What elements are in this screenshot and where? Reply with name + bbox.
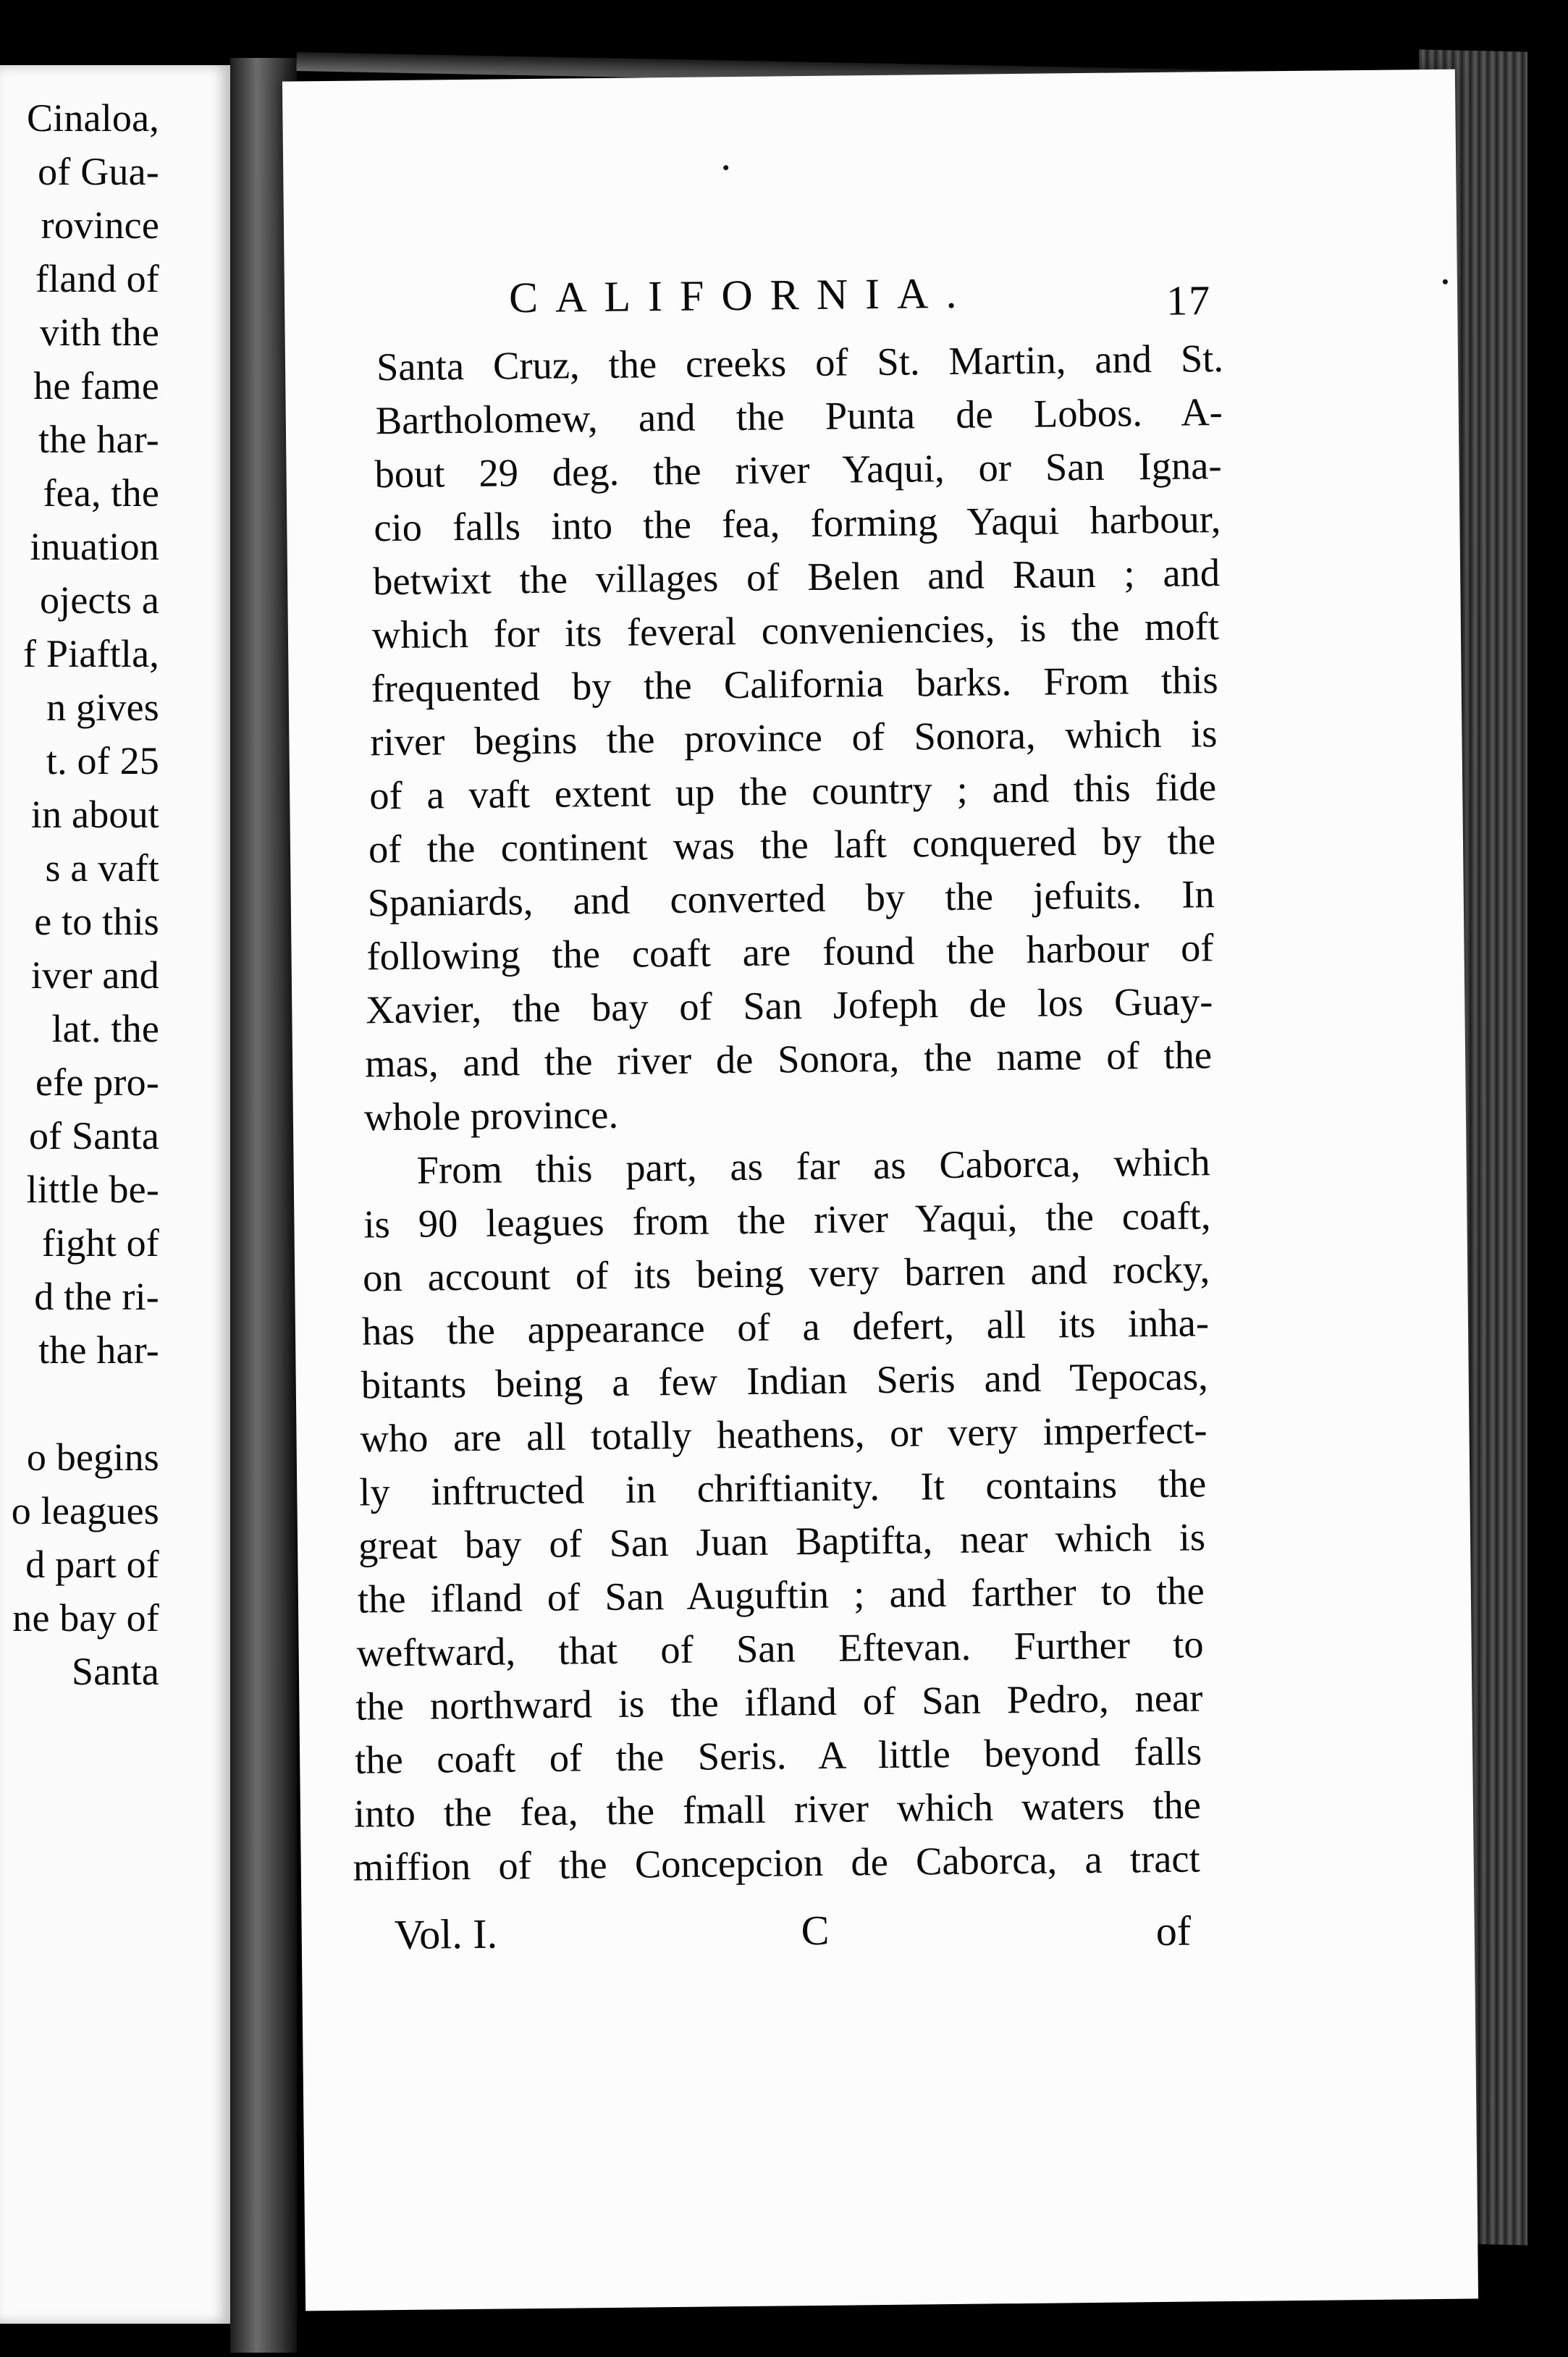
text-line: Xavier, the bay of San Jofeph de los Guay- bbox=[366, 979, 1213, 1032]
left-page-line: s a vaft bbox=[45, 846, 159, 890]
text-line: bitants being a few Indian Seris and Tepocas, bbox=[361, 1354, 1209, 1407]
left-page-line: fland of bbox=[35, 257, 159, 300]
left-page-line: ojects a bbox=[39, 578, 159, 622]
text-line: which for its feveral conveniencies, is the moft bbox=[371, 604, 1220, 657]
left-page-line: d the ri- bbox=[34, 1275, 159, 1318]
text-line: the ifland of San Auguftin ; and farther to the bbox=[357, 1568, 1205, 1622]
left-page-line: little be- bbox=[26, 1168, 159, 1211]
volume-signature: Vol. I. bbox=[394, 1910, 498, 1959]
left-page-line: o begins bbox=[26, 1435, 159, 1479]
text-line: great bay of San Juan Baptifta, near which is bbox=[358, 1514, 1206, 1568]
text-line: frequented by the California barks. From this bbox=[371, 657, 1218, 711]
catchword: of bbox=[1155, 1907, 1192, 1955]
left-page-line: o leagues bbox=[11, 1489, 159, 1532]
book-page bbox=[282, 69, 1478, 2311]
text-line: river begins the province of Sonora, which is bbox=[370, 711, 1218, 764]
left-page-line: the har- bbox=[38, 418, 159, 461]
text-line: betwixt the villages of Belen and Raun ; and bbox=[372, 550, 1221, 604]
left-page-line: t. of 25 bbox=[46, 739, 159, 783]
left-page-line: n gives bbox=[46, 686, 159, 729]
text-line: weftward, that of San Eftevan. Further to bbox=[356, 1622, 1204, 1675]
left-page-line: of Gua- bbox=[38, 150, 159, 193]
left-page-line: ne bay of bbox=[12, 1596, 159, 1640]
left-page-line: rovince bbox=[41, 203, 159, 247]
text-line: ly inftructed in chriftianity. It contains the bbox=[359, 1461, 1207, 1514]
left-page-line: he fame bbox=[33, 364, 159, 408]
text-line: following the coaft are found the harbour of bbox=[366, 925, 1214, 979]
left-page-line: in about bbox=[30, 793, 159, 836]
text-line: is 90 leagues from the river Yaqui, the coaft, bbox=[363, 1193, 1211, 1247]
left-page-line: Santa bbox=[72, 1650, 159, 1693]
text-line: From this part, as far as Caborca, which bbox=[416, 1139, 1210, 1192]
text-line: cio falls into the fea, forming Yaqui harbour, bbox=[374, 497, 1221, 550]
page-number: 17 bbox=[1166, 277, 1212, 324]
text-line: Spaniards, and converted by the jefuits. In bbox=[367, 872, 1215, 925]
text-line: of the continent was the laft conquered by the bbox=[368, 818, 1216, 872]
left-page-line: e to this bbox=[34, 900, 159, 943]
text-line: the northward is the ifland of San Pedro, near bbox=[355, 1675, 1203, 1729]
text-line: mas, and the river de Sonora, the name of the bbox=[364, 1032, 1213, 1086]
left-page-line: of Santa bbox=[28, 1114, 159, 1158]
text-line: miffion of the Concepcion de Caborca, a tract bbox=[353, 1836, 1201, 1889]
left-page-line: Cinaloa, bbox=[26, 96, 159, 140]
text-line: Bartholomew, and the Punta de Lobos. A- bbox=[375, 389, 1223, 443]
text-line: on account of its being very barren and rocky, bbox=[362, 1247, 1210, 1300]
left-page-line: iver and bbox=[30, 953, 159, 997]
left-page-fragment bbox=[0, 65, 230, 2324]
left-page-line: efe pro- bbox=[35, 1061, 159, 1104]
text-line: the coaft of the Seris. A little beyond falls bbox=[354, 1729, 1202, 1782]
text-line: Santa Cruz, the creeks of St. Martin, and St. bbox=[376, 335, 1224, 389]
left-page-line: inuation bbox=[30, 525, 159, 568]
text-line: who are all totally heathens, or very imperfect- bbox=[360, 1407, 1207, 1461]
left-page-line: f Piaftla, bbox=[23, 632, 159, 675]
text-line: whole province. bbox=[363, 1092, 619, 1139]
left-page-line: vith the bbox=[39, 311, 159, 354]
left-page-line: lat. the bbox=[51, 1007, 159, 1050]
left-page-line: fea, the bbox=[43, 471, 159, 515]
left-page-line: d part of bbox=[25, 1543, 159, 1586]
signature-mark: C bbox=[801, 1906, 830, 1955]
page-body-text bbox=[282, 69, 1478, 2311]
text-line: bout 29 deg. the river Yaqui, or San Igna- bbox=[374, 443, 1222, 497]
left-page-line: fight of bbox=[41, 1221, 159, 1265]
text-line: into the fea, the fmall river which waters the bbox=[353, 1782, 1202, 1836]
running-head: CALIFORNIA. bbox=[508, 269, 974, 322]
text-line: of a vaft extent up the country ; and this fide bbox=[368, 764, 1217, 818]
text-line: has the appearance of a defert, all its inha- bbox=[361, 1300, 1210, 1354]
left-page-line: the har- bbox=[38, 1328, 159, 1372]
